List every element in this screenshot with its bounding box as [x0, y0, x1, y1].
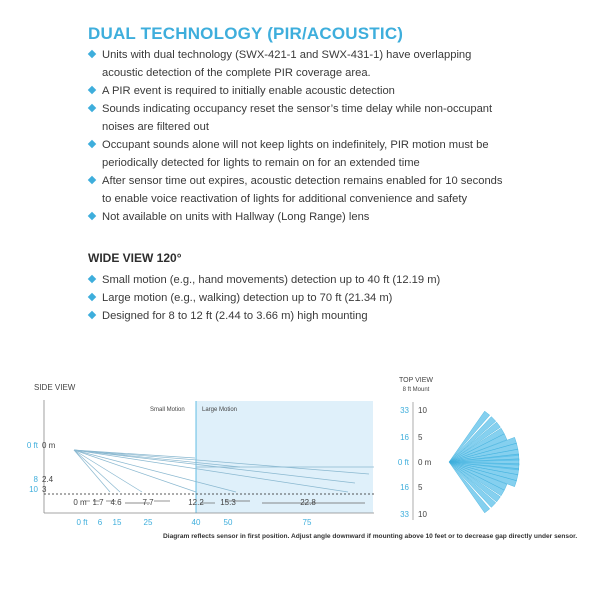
- x-label-ft: 6: [97, 518, 103, 527]
- x-label-m: 12.2: [188, 498, 204, 507]
- list-item: After sensor time out expires, acoustic detection remains enabled for 10 seconds to enable voice reactivation of lights for additional convenience and safety: [88, 172, 508, 208]
- large-motion-label: Large Motion: [202, 407, 238, 413]
- top-label-ft: 16: [400, 433, 409, 442]
- x-label-ft: 0 ft: [76, 518, 88, 527]
- dual-technology-list: [88, 46, 508, 226]
- list-item: Small motion (e.g., hand movements) detection up to 40 ft (12.19 m): [88, 271, 508, 289]
- x-label-ft: 40: [191, 518, 201, 527]
- list-item: Designed for 8 to 12 ft (2.44 to 3.66 m) high mounting: [88, 307, 508, 325]
- x-label-m: 15.3: [220, 498, 236, 507]
- top-label-m: 5: [418, 483, 423, 492]
- list-item: Occupant sounds alone will not keep lights on indefinitely, PIR motion must be periodically detected for lights to remain on for an extended time: [88, 136, 508, 172]
- x-label-m: 4.6: [110, 498, 122, 507]
- large-motion-area: [196, 401, 373, 513]
- coverage-diagram-svg: [26, 370, 570, 550]
- list-item: A PIR event is required to initially enable acoustic detection: [88, 82, 508, 100]
- y-label-ft: 0 ft: [26, 441, 38, 450]
- coverage-diagram: [26, 370, 570, 550]
- top-label-m: 0 m: [418, 458, 432, 467]
- y-label-ft: 8: [33, 475, 38, 484]
- top-label-ft: 0 ft: [397, 458, 409, 467]
- list-item: Units with dual technology (SWX-421-1 and SWX-431-1) have overlapping acoustic detection of the complete PIR coverage area.: [88, 46, 508, 82]
- list-item: Not available on units with Hallway (Long Range) lens: [88, 208, 508, 226]
- dual-technology-heading: DUAL TECHNOLOGY (PIR/ACOUSTIC): [88, 24, 404, 43]
- x-label-ft: 75: [302, 518, 312, 527]
- top-view-fan: [449, 411, 519, 513]
- small-motion-label: Small Motion: [150, 407, 185, 413]
- list-item: Sounds indicating occupancy reset the sensor’s time delay while non-occupant noises are filtered out: [88, 100, 508, 136]
- top-view-labels: [398, 406, 432, 519]
- side-view-title: SIDE VIEW: [34, 383, 76, 392]
- top-label-m: 5: [418, 433, 423, 442]
- x-label-ft: 25: [143, 518, 153, 527]
- x-label-m: 7.7: [142, 498, 154, 507]
- top-label-m: 10: [418, 510, 427, 519]
- y-label-m: 0 m: [42, 441, 56, 450]
- x-label-m: 22.8: [300, 498, 316, 507]
- top-label-ft: 33: [400, 510, 409, 519]
- top-label-m: 10: [418, 406, 427, 415]
- wide-view-list: [88, 271, 508, 325]
- list-item: Large motion (e.g., walking) detection up to 70 ft (21.34 m): [88, 289, 508, 307]
- top-label-ft: 33: [400, 406, 409, 415]
- x-label-m: 0 m: [73, 498, 87, 507]
- x-labels-ft: [76, 518, 312, 527]
- x-label-ft: 50: [223, 518, 233, 527]
- y-label-m: 2.4: [42, 475, 54, 484]
- x-label-ft: 15: [112, 518, 122, 527]
- y-label-ft: 10: [29, 485, 38, 494]
- wide-view-heading: WIDE VIEW 120°: [88, 251, 182, 265]
- x-label-m: 1.7: [92, 498, 104, 507]
- y-label-m: 3: [42, 485, 47, 494]
- top-view-subtitle: 8 ft Mount: [402, 387, 430, 393]
- top-label-ft: 16: [400, 483, 409, 492]
- top-view-title: TOP VIEW: [399, 377, 433, 384]
- diagram-caption: Diagram reflects sensor in first position. Adjust angle downward if mounting above 10 feet or to decrease gap directly under sensor.: [163, 533, 578, 540]
